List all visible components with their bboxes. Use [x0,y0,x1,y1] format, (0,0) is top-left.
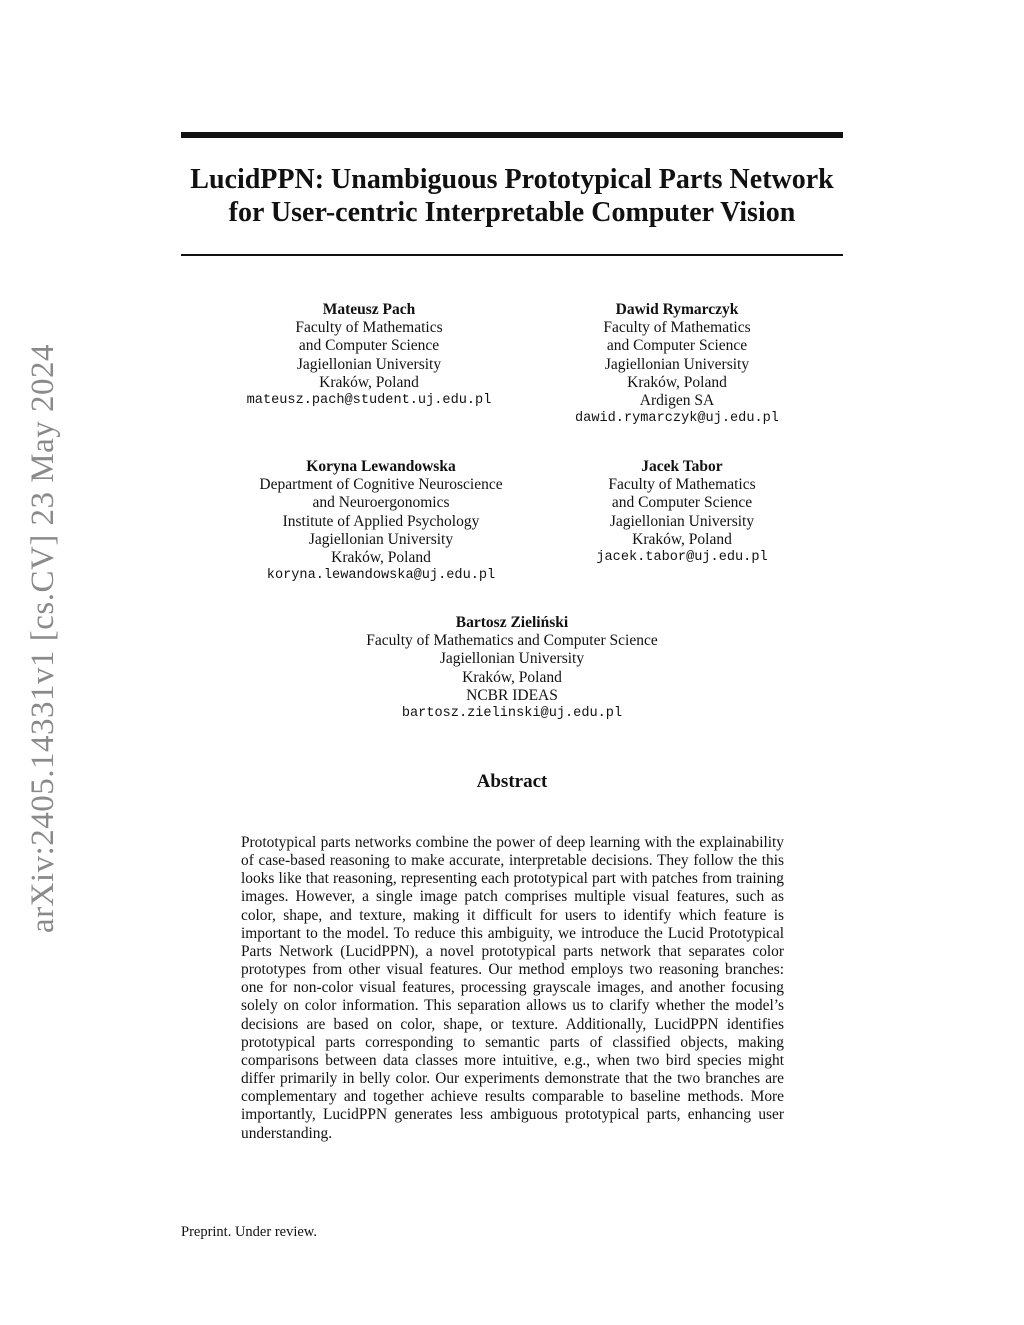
arxiv-identifier-text: arXiv:2405.14331v1 [cs.CV] 23 May 2024 [25,343,62,933]
author-affiliation-line: Faculty of Mathematics [295,319,443,337]
author-name: Koryna Lewandowska [306,458,456,475]
author-email: koryna.lewandowska@uj.edu.pl [266,568,496,584]
author-affiliation-line: Jagiellonian University [439,650,585,668]
author-block-rymarczyk [507,301,847,428]
author-affiliation-line: Jagiellonian University [609,512,755,530]
author-affiliation-line: Ardigen SA [639,392,715,410]
author-email: bartosz.zielinski@uj.edu.pl [401,706,623,722]
author-name: Bartosz Zieliński [455,614,569,631]
title-bottom-rule [181,254,843,256]
preprint-footnote: Preprint. Under review. [181,1224,317,1240]
author-email: mateusz.pach@student.uj.edu.pl [246,393,492,409]
author-affiliation-line: Kraków, Poland [632,530,732,548]
author-email: jacek.tabor@uj.edu.pl [596,550,768,566]
author-email: dawid.rymarczyk@uj.edu.pl [575,411,779,427]
title-line-2: for User-centric Interpretable Computer Vision [228,197,796,228]
title-line-1: LucidPPN: Unambiguous Prototypical Parts Network [190,164,834,195]
author-affiliation-line: and Computer Science [606,337,748,355]
author-block-zielinski [342,614,682,723]
author-name: Mateusz Pach [322,301,416,318]
author-affiliation-line: and Computer Science [611,494,753,512]
abstract-heading: Abstract [476,771,548,792]
title-top-rule [181,132,843,138]
author-name: Jacek Tabor [641,458,723,475]
paper-title [150,163,874,229]
author-affiliation-line: NCBR IDEAS [466,686,558,704]
arxiv-identifier-stamp [22,338,66,938]
author-affiliation-line: Department of Cognitive Neuroscience [259,476,503,494]
author-block-pach [199,301,539,410]
author-block-lewandowska [211,458,551,585]
author-affiliation-line: Kraków, Poland [627,373,727,391]
author-affiliation-line: and Computer Science [298,337,440,355]
abstract-body: Prototypical parts networks combine the power of deep learning with the explainability of case-based reasoning to make accurate, interpretable decisions. They follow the this looks like that reasoning, representing each prototypical part with patches from training images. However, a single image patch comprises multiple visual features, such as color, shape, and texture, making it difficult for users to identify which feature is important to the model. To reduce this ambiguity, we introduce the Lucid Prototypical Parts Network (LucidPPN), a novel prototypical parts network that separates color prototypes from other visual features. Our method employs two reasoning branches: one for non-color visual features, processing grayscale images, and another focusing solely on color information. This separation allows us to clarify whether the model’s decisions are based on color, shape, or texture. Additionally, LucidPPN identifies prototypical parts corresponding to semantic parts of classified objects, making comparisons between data classes more intuitive, e.g., when two bird species might differ primarily in belly color. Our experiments demonstrate that the two branches are complementary and together achieve results comparable to baseline methods. More importantly, LucidPPN generates less ambiguous prototypical parts, enhancing user understanding. [241,834,784,1142]
author-affiliation-line: Faculty of Mathematics [603,319,751,337]
author-affiliation-line: Kraków, Poland [331,549,431,567]
author-affiliation-line: Faculty of Mathematics [608,476,756,494]
author-name: Dawid Rymarczyk [615,301,739,318]
author-affiliation-line: and Neuroergonomics [312,494,450,512]
author-affiliation-line: Jagiellonian University [604,355,750,373]
author-affiliation-line: Kraków, Poland [319,373,419,391]
author-block-tabor [512,458,852,567]
author-affiliation-line: Faculty of Mathematics and Computer Science [366,632,658,650]
author-affiliation-line: Jagiellonian University [296,355,442,373]
author-affiliation-line: Kraków, Poland [462,668,562,686]
author-affiliation-line: Jagiellonian University [308,530,454,548]
author-affiliation-line: Institute of Applied Psychology [282,512,480,530]
